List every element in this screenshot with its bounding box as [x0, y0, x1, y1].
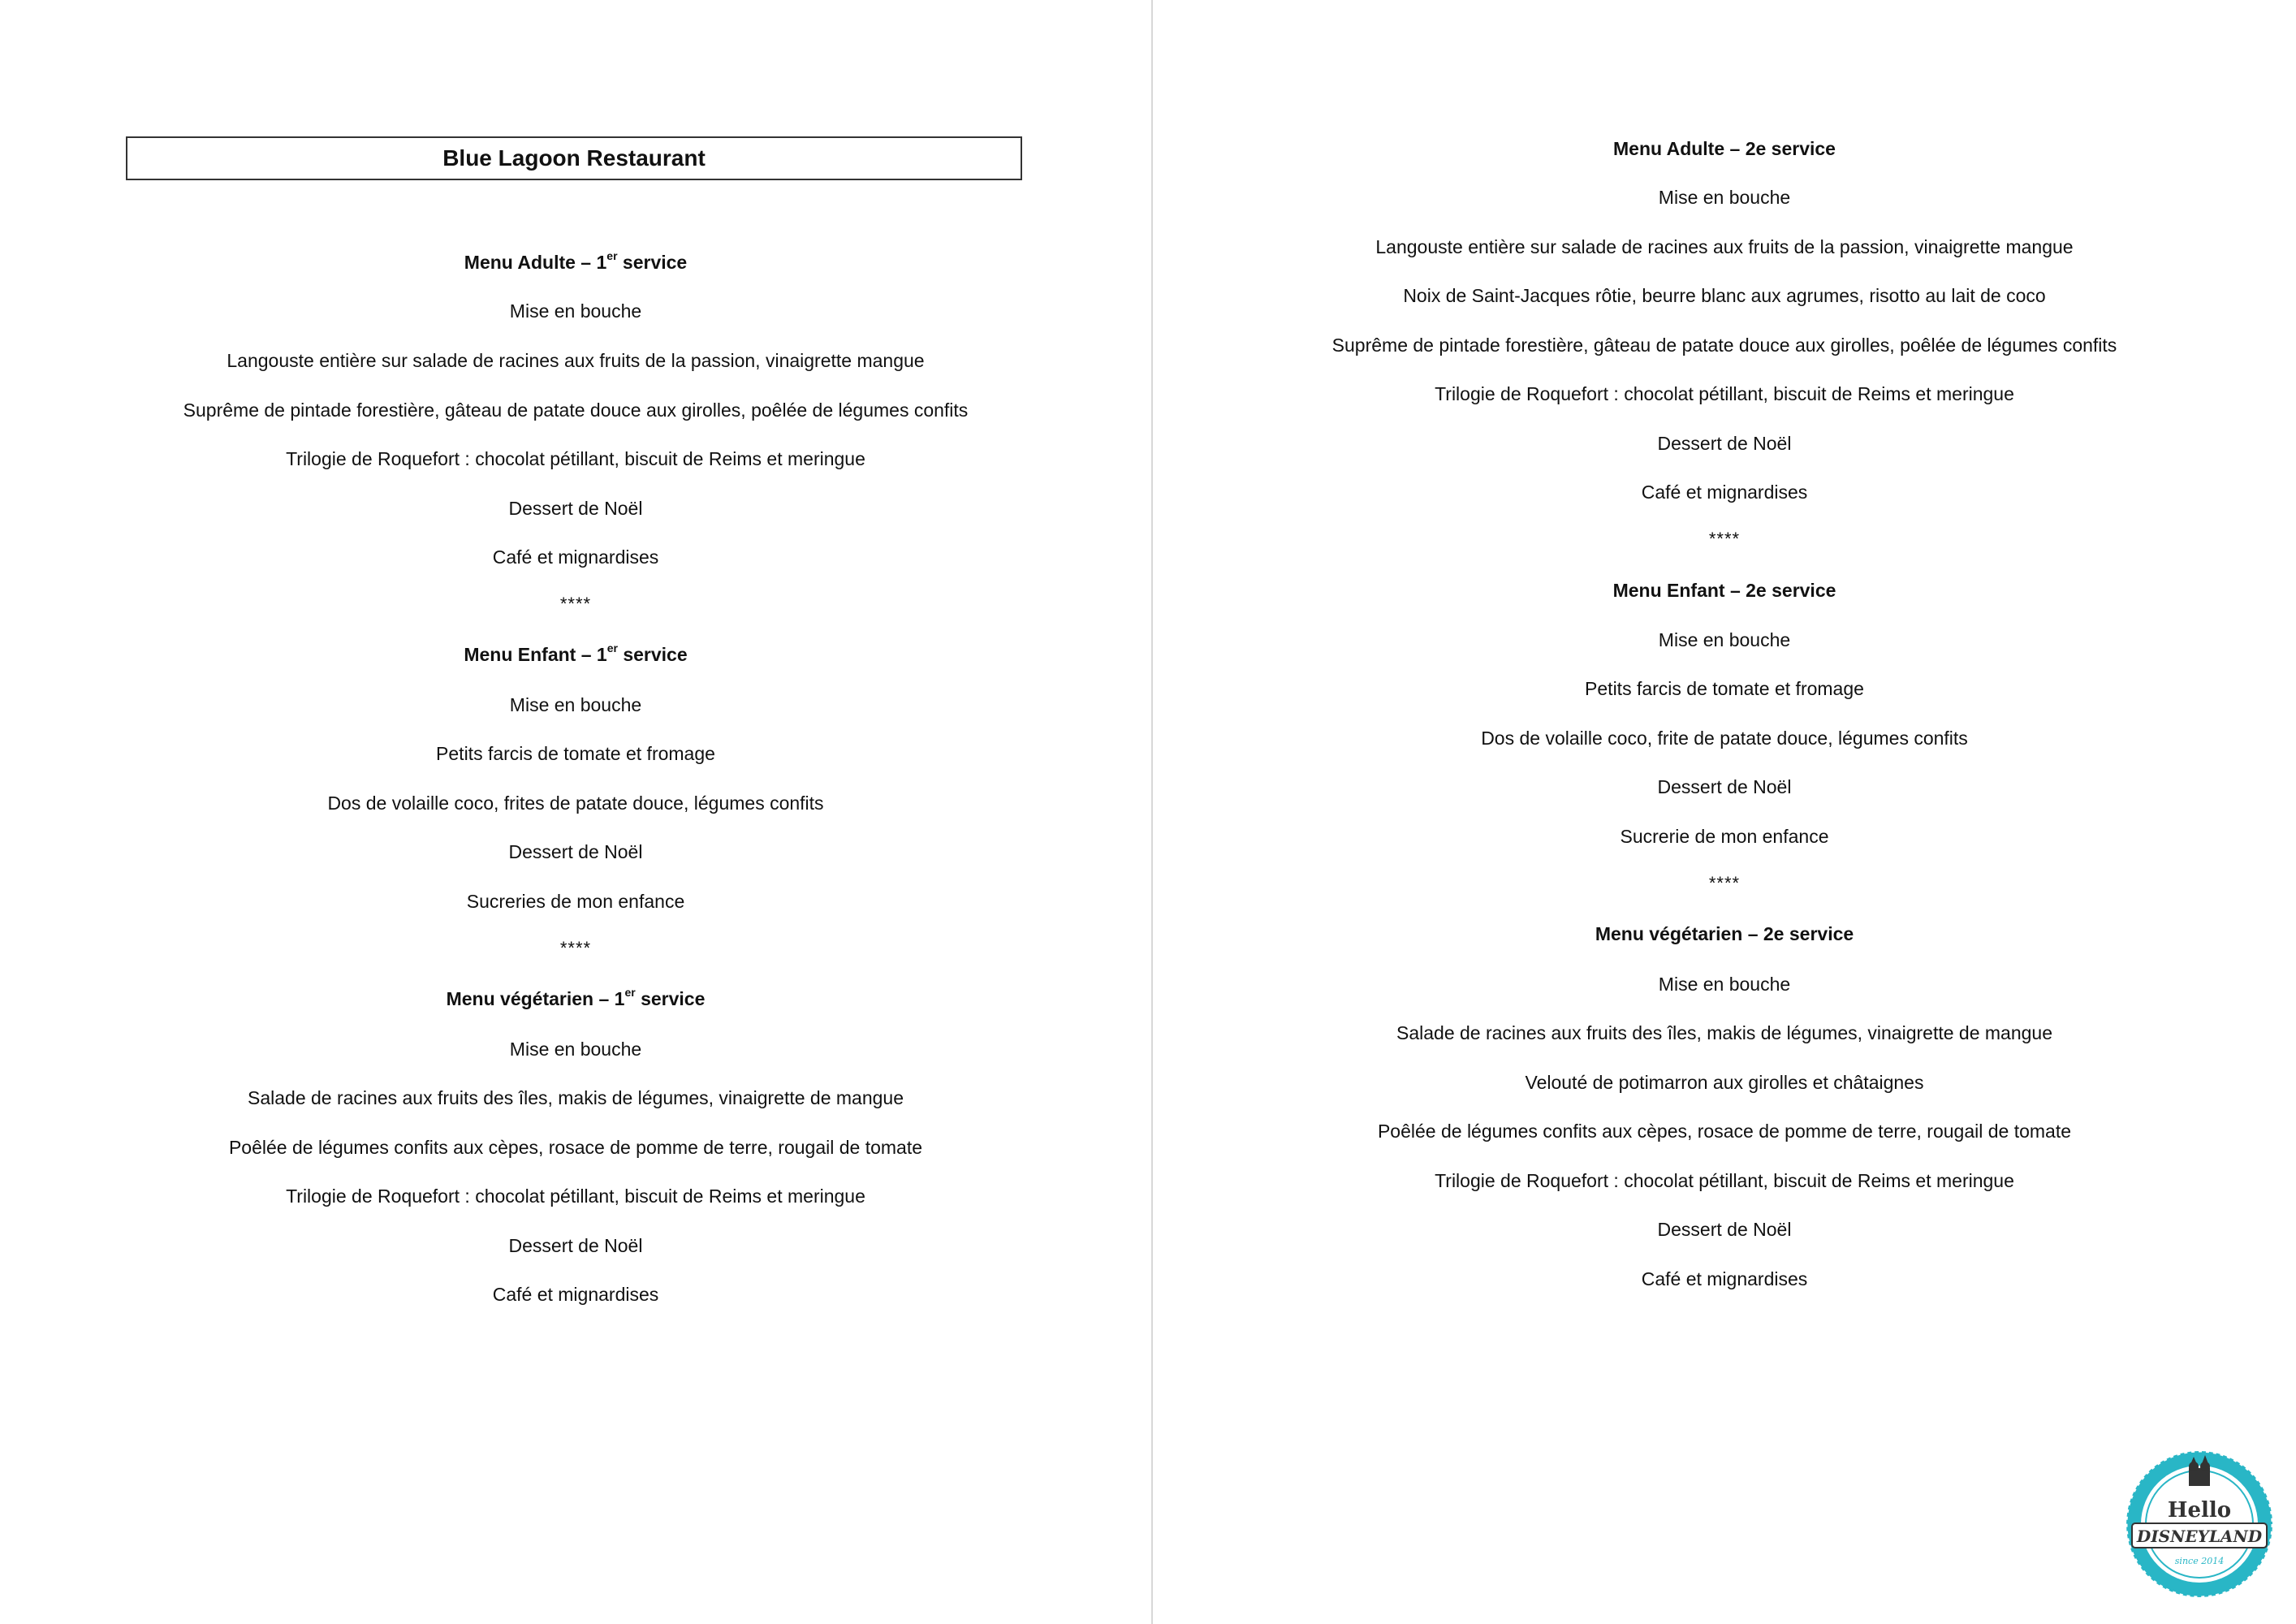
menu-item: Café et mignardises [492, 546, 659, 568]
menu-item: Mise en bouche [509, 300, 642, 322]
menu-item: Langouste entière sur salade de racines aux fruits de la passion, vinaigrette mangue [1375, 236, 2074, 257]
menu-vegetarien-2-heading: Menu végétarien – 2e service [1595, 923, 1854, 944]
menu-item: Salade de racines aux fruits des îles, makis de légumes, vinaigrette de mangue [1396, 1022, 2052, 1043]
separator: **** [559, 594, 592, 614]
logo-text-hello: Hello [2167, 1498, 2232, 1522]
menu-item: Velouté de potimarron aux girolles et châtaignes [1525, 1072, 1924, 1093]
menu-enfant-1-heading: Menu Enfant – 1er service [464, 641, 688, 665]
menu-item: Salade de racines aux fruits des îles, makis de légumes, vinaigrette de mangue [248, 1087, 904, 1108]
separator: **** [559, 938, 592, 958]
menu-item: Dessert de Noël [1657, 1219, 1792, 1240]
menu-item: Suprême de pintade forestière, gâteau de patate douce aux girolles, poêlée de légumes confits [183, 400, 969, 421]
hello-disneyland-logo [2124, 1449, 2275, 1600]
page-title: Blue Lagoon Restaurant [126, 136, 1022, 180]
menu-enfant-2-heading: Menu Enfant – 2e service [1612, 580, 1836, 601]
menu-item: Dessert de Noël [1657, 776, 1792, 797]
menu-item: Poêlée de légumes confits aux cèpes, rosace de pomme de terre, rougail de tomate [1377, 1121, 2072, 1142]
menu-item: Sucrerie de mon enfance [1620, 826, 1829, 847]
menu-item: Café et mignardises [1641, 1268, 1808, 1289]
menu-item: Dessert de Noël [508, 498, 643, 519]
menu-item: Trilogie de Roquefort : chocolat pétillant, biscuit de Reims et meringue [286, 448, 865, 469]
menu-item: Petits farcis de tomate et fromage [1585, 678, 1864, 699]
menu-item: Dos de volaille coco, frite de patate douce, légumes confits [1481, 728, 1968, 749]
menu-item: Dessert de Noël [1657, 433, 1792, 454]
menu-item: Café et mignardises [492, 1284, 659, 1305]
menu-item: Trilogie de Roquefort : chocolat pétillant, biscuit de Reims et meringue [286, 1186, 865, 1207]
logo-text-disneyland: DISNEYLAND [2136, 1527, 2263, 1546]
menu-item: Langouste entière sur salade de racines aux fruits de la passion, vinaigrette mangue [227, 350, 925, 371]
menu-item: Café et mignardises [1641, 482, 1808, 503]
separator: **** [1708, 529, 1741, 549]
menu-adulte-2-heading: Menu Adulte – 2e service [1613, 138, 1836, 159]
menu-item: Mise en bouche [1658, 974, 1791, 995]
menu-adulte-1-heading: Menu Adulte – 1er service [464, 249, 688, 273]
menu-vegetarien-1-heading: Menu végétarien – 1er service [446, 986, 706, 1009]
menu-item: Sucreries de mon enfance [466, 891, 685, 912]
menu-item: Poêlée de légumes confits aux cèpes, rosace de pomme de terre, rougail de tomate [228, 1137, 923, 1158]
menu-item: Dos de volaille coco, frites de patate douce, légumes confits [327, 793, 824, 814]
logo-text-since: since 2014 [2174, 1556, 2225, 1566]
menu-item: Mise en bouche [509, 694, 642, 715]
menu-item: Dessert de Noël [508, 841, 643, 862]
menu-item: Trilogie de Roquefort : chocolat pétillant, biscuit de Reims et meringue [1435, 383, 2014, 404]
menu-item: Mise en bouche [1658, 187, 1791, 208]
menu-item: Noix de Saint-Jacques rôtie, beurre blanc aux agrumes, risotto au lait de coco [1403, 285, 2046, 306]
menu-item: Mise en bouche [509, 1039, 642, 1060]
right-page [1153, 0, 2296, 1624]
menu-item: Mise en bouche [1658, 629, 1791, 650]
menu-item: Trilogie de Roquefort : chocolat pétillant, biscuit de Reims et meringue [1435, 1170, 2014, 1191]
menu-item: Petits farcis de tomate et fromage [436, 743, 715, 764]
menu-item: Suprême de pintade forestière, gâteau de patate douce aux girolles, poêlée de légumes confits [1331, 335, 2117, 356]
menu-item: Dessert de Noël [508, 1235, 643, 1256]
separator: **** [1708, 873, 1741, 893]
